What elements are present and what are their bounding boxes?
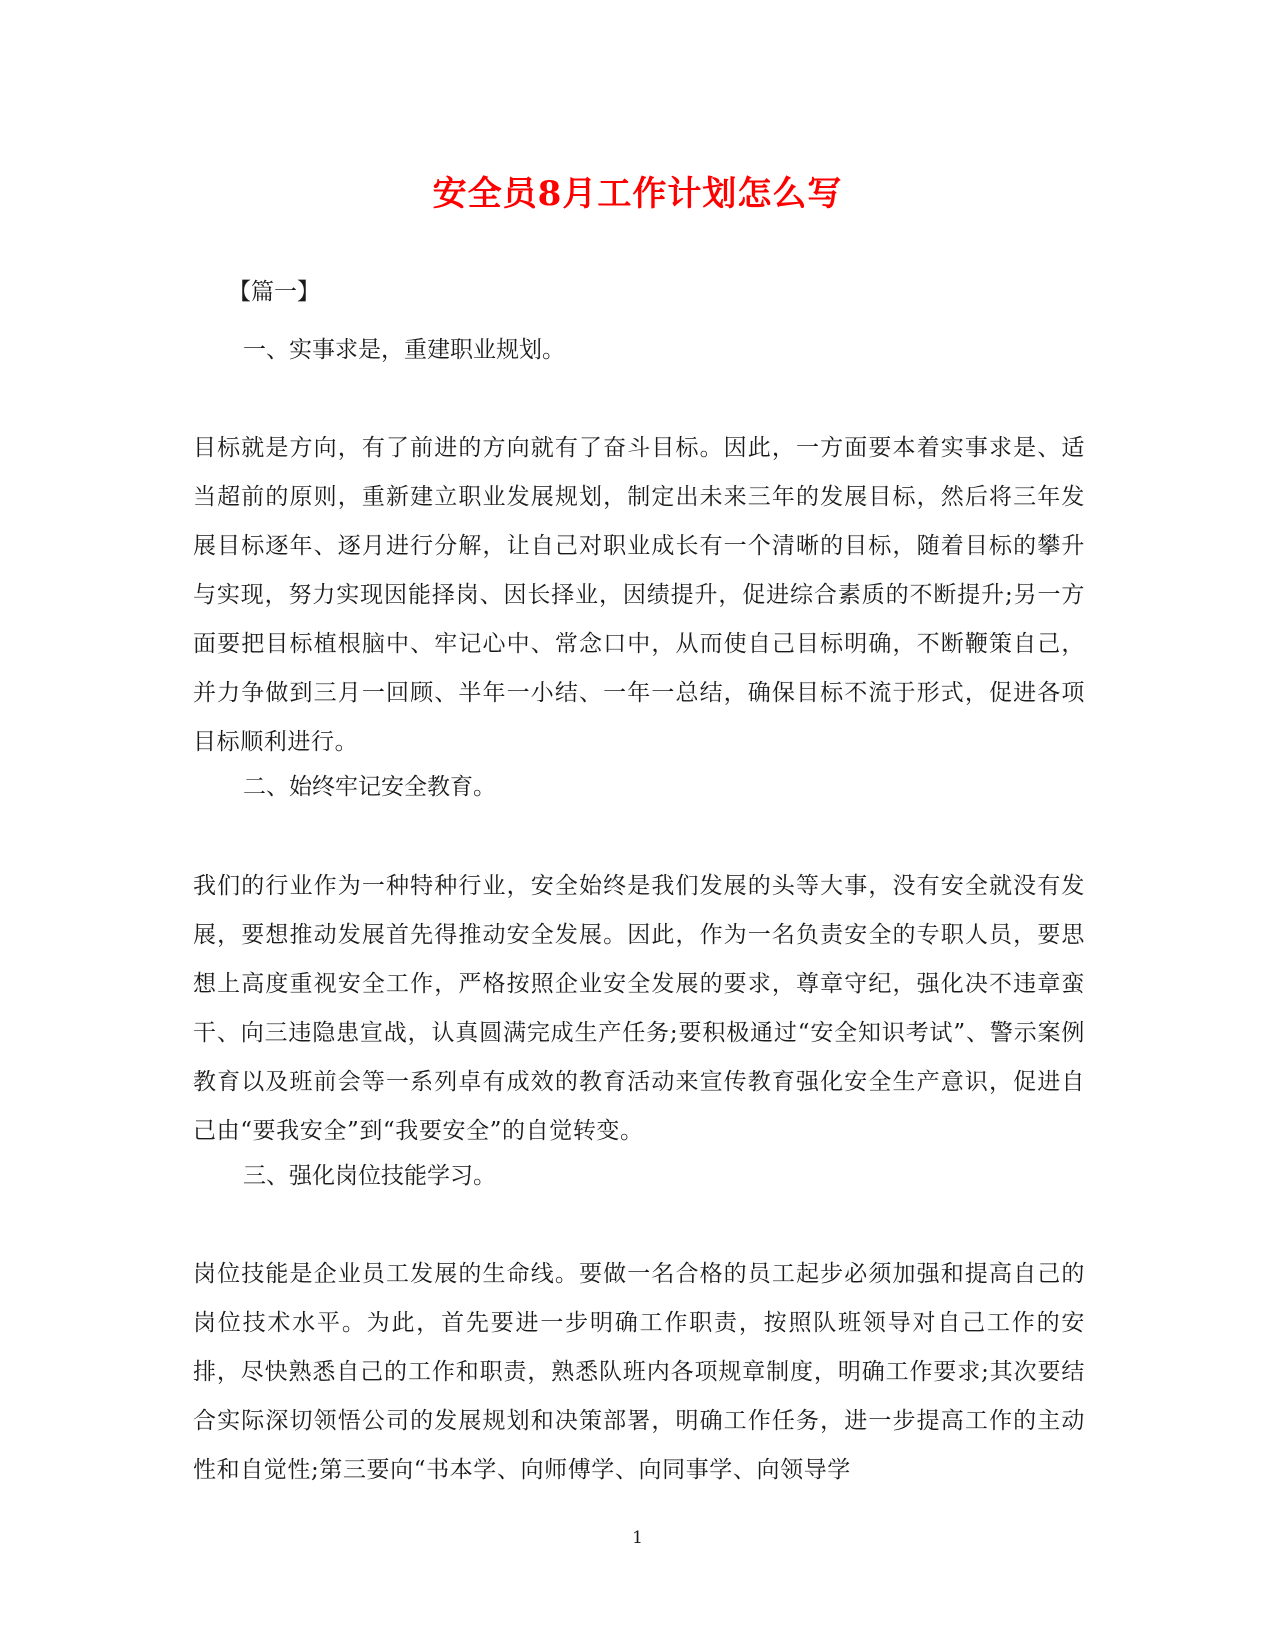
- paragraph-1: 目标就是方向，有了前进的方向就有了奋斗目标。因此，一方面要本着实事求是、适当超前的原则，重新建立职业发展规划，制定出未来三年的发展目标，然后将三年发展目标逐年、逐月进行分解，让自己对职业成长有一个清晰的目标，随着目标的攀升与实现，努力实现因能择岗、因长择业，因绩提升，促进综合素质的不断提升;另一方面要把目标植根脑中、牢记心中、常念口中，从而使自己目标明确，不断鞭策自己，并力争做到三月一回顾、半年一小结、一年一总结，确保目标不流于形式，促进各项目标顺利进行。: [193, 435, 1085, 755]
- section-heading-3: 三、强化岗位技能学习。: [243, 1163, 496, 1189]
- section-label: 【篇一】: [228, 279, 320, 305]
- page-number: 1: [632, 1528, 643, 1548]
- document-title: 安全员8月工作计划怎么写: [432, 174, 843, 214]
- section-heading-1: 一、实事求是，重建职业规划。: [243, 337, 565, 363]
- paragraph-2: 我们的行业作为一种特种行业，安全始终是我们发展的头等大事，没有安全就没有发展，要想推动发展首先得推动安全发展。因此，作为一名负责安全的专职人员，要思想上高度重视安全工作，严格按照企业安全发展的要求，尊章守纪，强化决不违章蛮干、向三违隐患宣战，认真圆满完成生产任务;要积极通过“安全知识考试”、警示案例教育以及班前会等一系列卓有成效的教育活动来宣传教育强化安全生产意识，促进自己由“要我安全”到“我要安全”的自觉转变。: [193, 873, 1085, 1144]
- paragraph-3: 岗位技能是企业员工发展的生命线。要做一名合格的员工起步必须加强和提高自己的岗位技术水平。为此，首先要进一步明确工作职责，按照队班领导对自己工作的安排，尽快熟悉自己的工作和职责，熟悉队班内各项规章制度，明确工作要求;其次要结合实际深切领悟公司的发展规划和决策部署，明确工作任务，进一步提高工作的主动性和自觉性;第三要向“书本学、向师傅学、向同事学、向领导学: [193, 1261, 1085, 1483]
- section-heading-2: 二、始终牢记安全教育。: [243, 774, 496, 800]
